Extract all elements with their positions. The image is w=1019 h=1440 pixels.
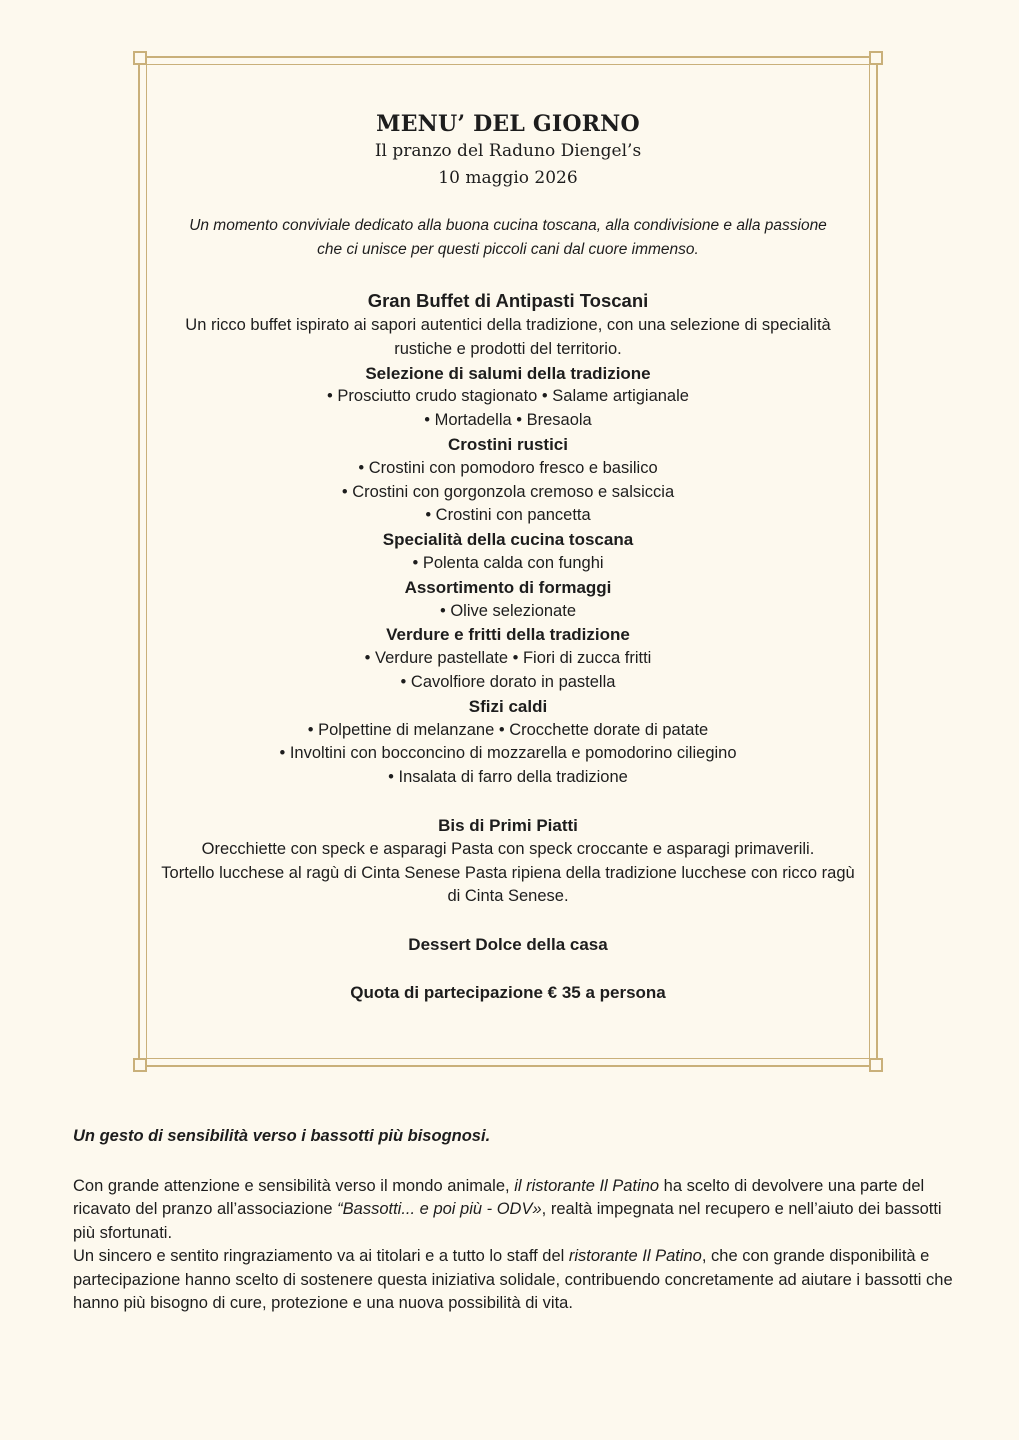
menu-item: • Cavolfiore dorato in pastella — [400, 672, 616, 691]
menu-content — [150, 110, 866, 1005]
menu-item: • Polenta calda con funghi — [412, 553, 604, 572]
menu-title: MENU’ DEL GIORNO — [376, 111, 640, 137]
menu-item: • Olive selezionate — [439, 601, 576, 620]
footer-text — [73, 1125, 953, 1316]
toscana-title: Specialità della cucina toscana — [382, 530, 634, 550]
menu-item: • Involtini con bocconcino di mozzarella e pomodorino ciliegino — [279, 744, 737, 763]
menu-item: • Crostini con gorgonzola cremoso e salsiccia — [341, 482, 675, 501]
dessert: Dessert Dolce della casa — [408, 935, 608, 955]
sfizi-title: Sfizi caldi — [468, 696, 548, 716]
formaggi-title: Assortimento di formaggi — [404, 577, 612, 597]
menu-item: • Polpettine di melanzane • Crocchette dorate di patate — [307, 720, 709, 739]
menu-date: 10 maggio 2026 — [438, 168, 578, 188]
menu-intro: Un momento conviviale dedicato alla buona cucina toscana, alla condivisione e alla passione che ci unisce per questi piccoli cani dal cuore immenso. — [189, 217, 827, 258]
frame-corner-ornament — [133, 51, 147, 65]
menu-item: • Insalata di farro della tradizione — [388, 768, 628, 787]
footer-paragraph-1: Con grande attenzione e sensibilità verso il mondo animale, il ristorante Il Patino ha scelto di devolvere una parte del ricavato del pranzo all’associazione “Bassotti... e poi più - ODV», realtà impegnata nel recupero e nell’aiuto dei bassotti più sfortunati. — [73, 1176, 942, 1242]
price: Quota di partecipazione € 35 a persona — [350, 982, 666, 1002]
fritti-title: Verdure e fritti della tradizione — [386, 625, 630, 645]
frame-corner-ornament — [869, 51, 883, 65]
buffet-description: Un ricco buffet ispirato ai sapori autentici della tradizione, con una selezione di specialità rustiche e prodotti del territorio. — [185, 316, 831, 358]
footer-lead: Un gesto di sensibilità verso i bassotti più bisognosi. — [73, 1127, 491, 1145]
menu-item: • Prosciutto crudo stagionato • Salame artigianale — [327, 387, 689, 406]
menu-item: • Verdure pastellate • Fiori di zucca fritti — [364, 649, 652, 668]
menu-item: • Crostini con pancetta — [425, 506, 591, 525]
frame-corner-ornament — [869, 1058, 883, 1072]
frame-corner-ornament — [133, 1058, 147, 1072]
menu-item: • Crostini con pomodoro fresco e basilico — [358, 458, 658, 477]
menu-item: • Mortadella • Bresaola — [424, 411, 592, 430]
menu-item: Orecchiette con speck e asparagi Pasta con speck croccante e asparagi primaverili. — [201, 839, 815, 858]
primi-title: Bis di Primi Piatti — [438, 815, 578, 835]
menu-subtitle: Il pranzo del Raduno Diengel’s — [374, 141, 642, 161]
salumi-title: Selezione di salumi della tradizione — [365, 363, 651, 383]
menu-item: Tortello lucchese al ragù di Cinta Senese Pasta ripiena della tradizione lucchese con ricco ragù di Cinta Senese. — [161, 863, 855, 906]
buffet-title: Gran Buffet di Antipasti Toscani — [367, 290, 649, 311]
footer-paragraph-2: Un sincero e sentito ringraziamento va ai titolari e a tutto lo staff del ristorante Il Patino, che con grande disponibilità e partecipazione hanno scelto di sostenere questa iniziativa solidale, contribuendo concretamente ad aiutare i bassotti che hanno più bisogno di cure, protezione e una nuova possibilità di vita. — [73, 1247, 953, 1312]
crostini-title: Crostini rustici — [448, 434, 568, 454]
